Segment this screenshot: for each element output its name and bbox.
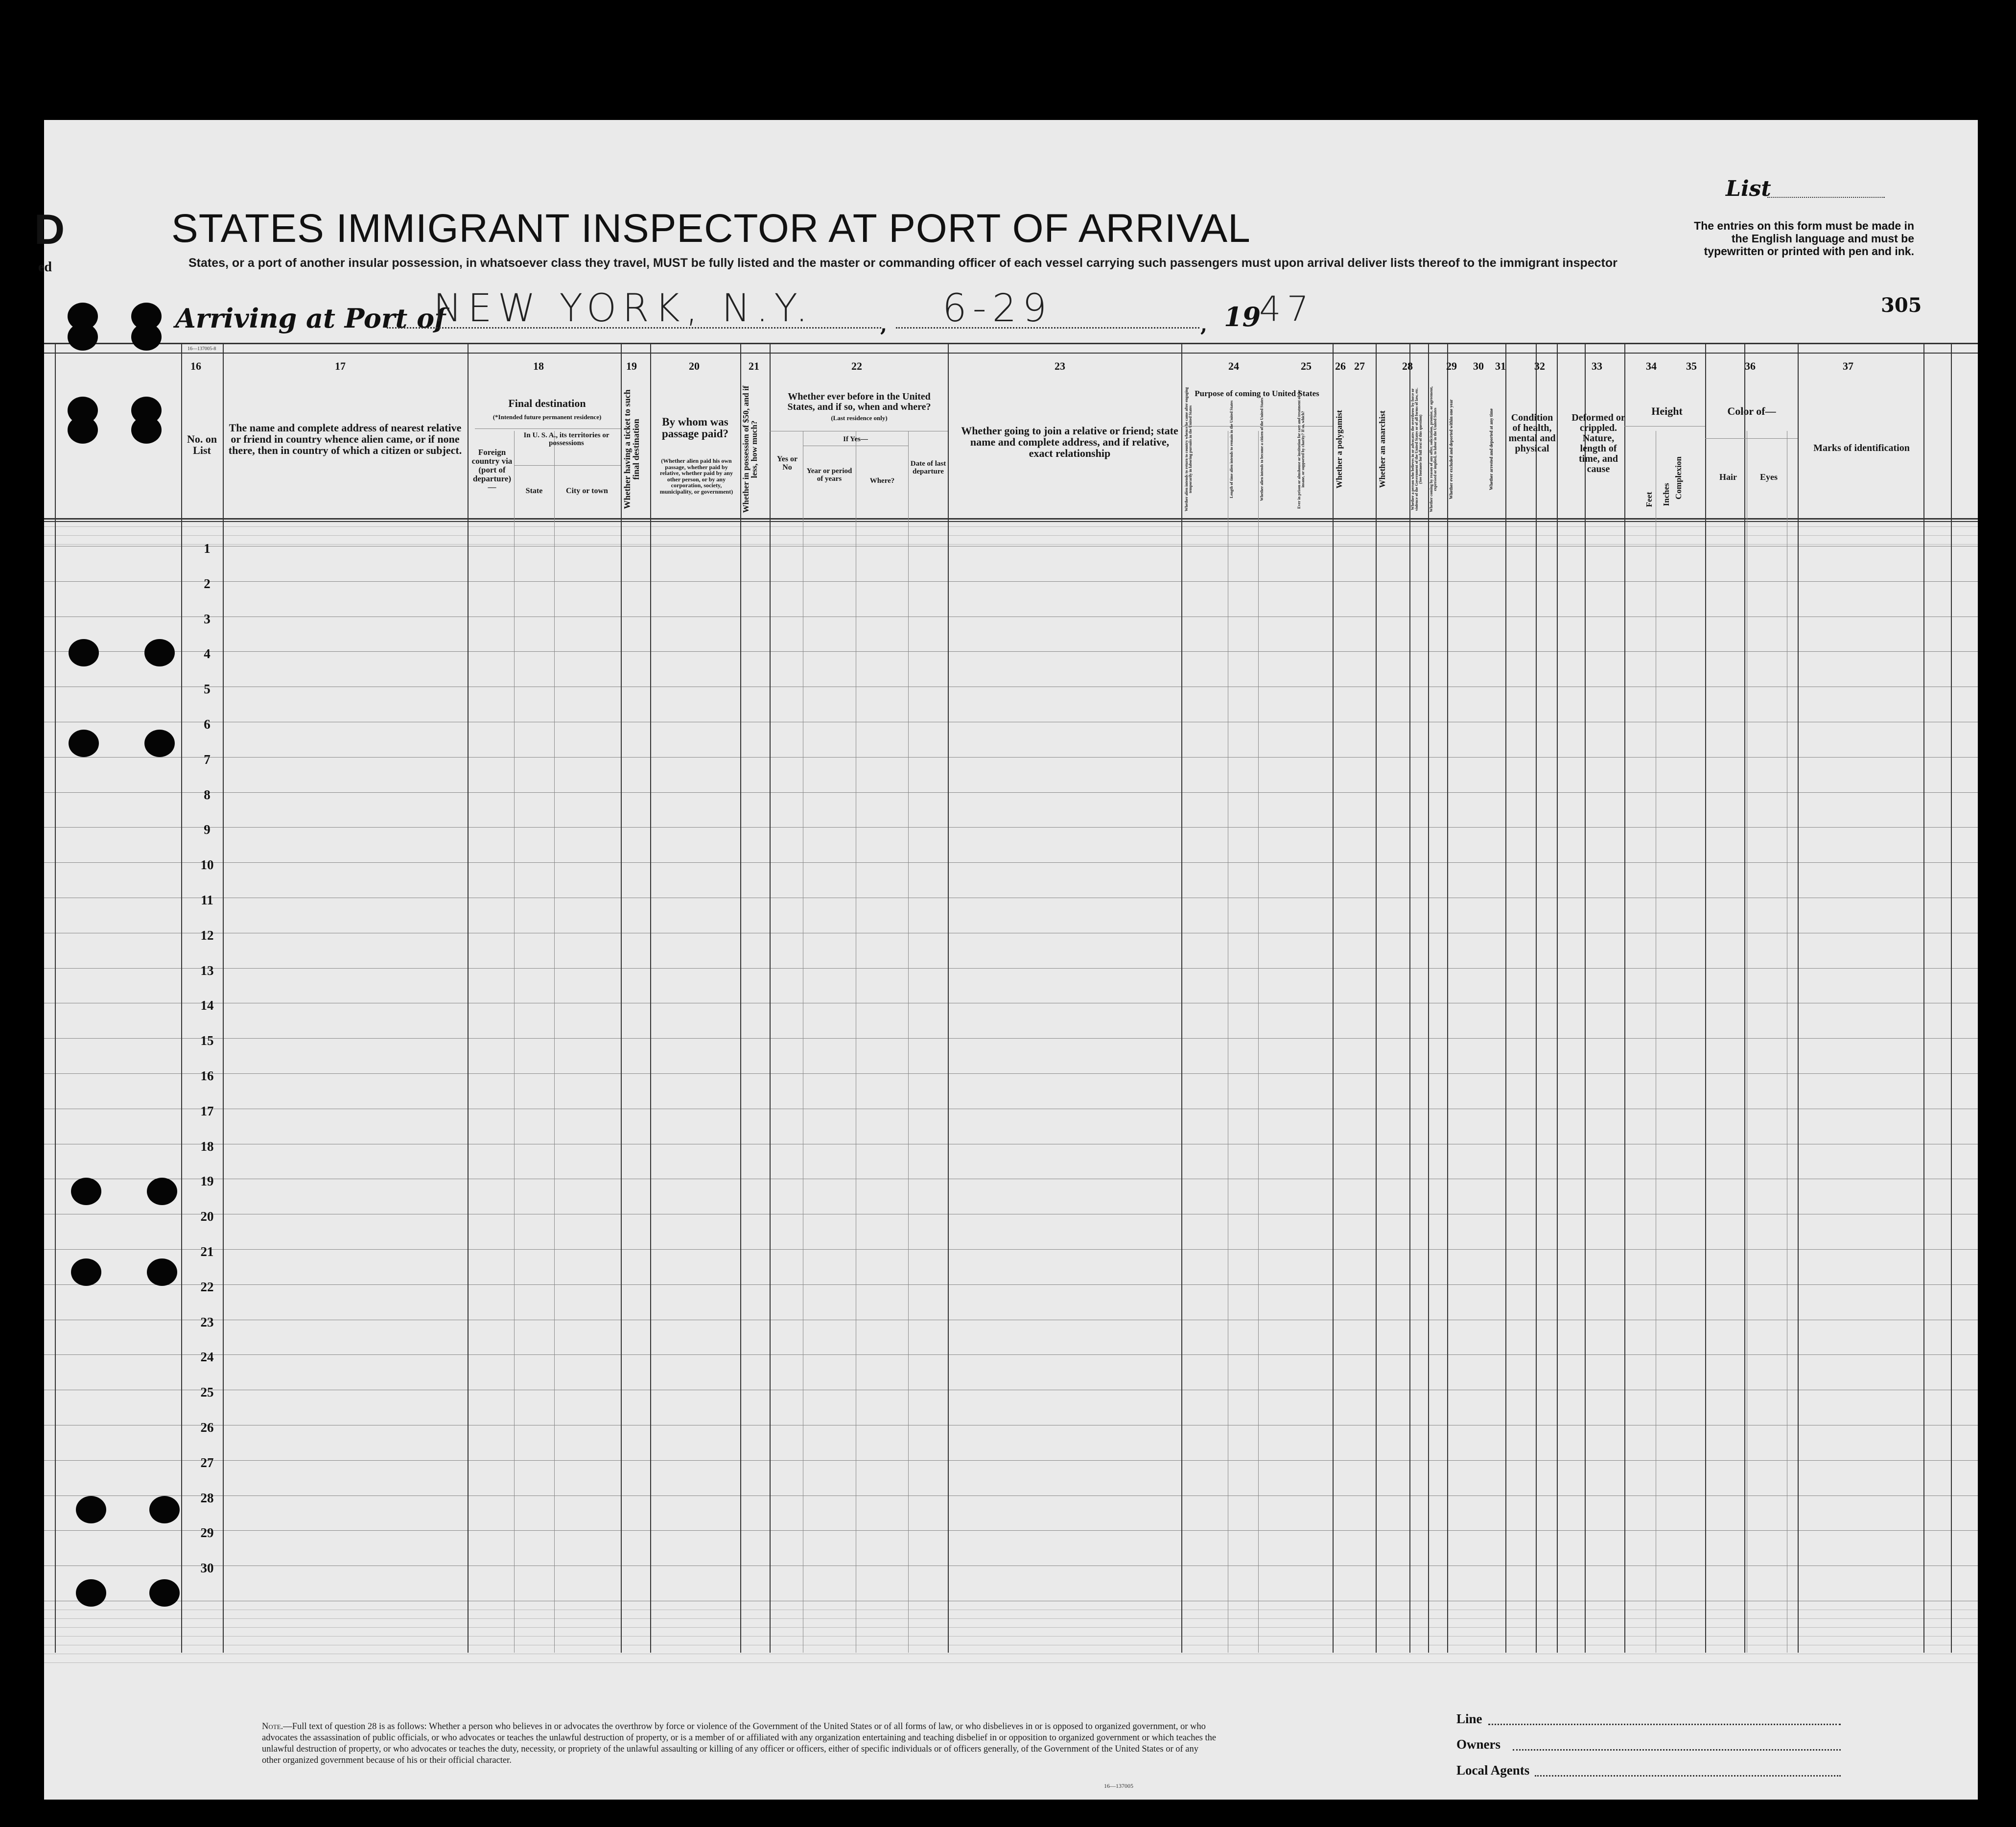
row-rule — [44, 1636, 1978, 1637]
punch-hole — [71, 1178, 101, 1205]
row-number: 6 — [204, 717, 211, 732]
column-border — [1705, 343, 1706, 1653]
purpose-sub-border — [1258, 431, 1259, 1653]
col-16-header: No. on List — [187, 433, 217, 457]
col-30-header: Whether ever excluded and deported within one year — [1449, 399, 1453, 499]
color-subrule — [1705, 438, 1798, 439]
col-28-header: Whether a person who believes in or advocates the overthrow by force or violence of the Government of the United States or of all forms of law, etc. (See footnote for full text of this question) — [1410, 387, 1423, 511]
row-rule — [44, 862, 1978, 863]
col-18-city-header: City or town — [566, 487, 608, 495]
punch-hole — [147, 1178, 177, 1205]
list-number-line — [1767, 197, 1885, 198]
row-number: 27 — [200, 1455, 214, 1470]
column-border — [468, 343, 469, 1653]
row-number: 8 — [204, 787, 211, 802]
row-number: 10 — [200, 857, 214, 872]
punch-hole — [76, 1579, 106, 1607]
punch-hole — [147, 1258, 177, 1286]
row-number: 17 — [200, 1104, 214, 1118]
row-number: 24 — [200, 1350, 214, 1364]
column-number: 17 — [335, 360, 346, 372]
col-36-hair-header: Hair — [1719, 472, 1737, 482]
row-number: 3 — [204, 612, 211, 626]
column-border — [948, 343, 949, 1653]
table-top-rule — [44, 343, 1978, 344]
column-number: 35 — [1686, 360, 1697, 372]
col-22-subheader: (Last residence only) — [831, 414, 888, 422]
row-rule — [44, 1354, 1978, 1355]
row-rule — [44, 1038, 1978, 1039]
date-handwritten: 6-29 — [942, 286, 1053, 331]
row-rule — [44, 1460, 1978, 1461]
row-number: 18 — [200, 1139, 214, 1154]
row-rule — [44, 1249, 1978, 1250]
column-border — [1744, 343, 1745, 1653]
row-rule — [44, 1662, 1978, 1663]
row-rule — [44, 1530, 1978, 1531]
col-20-subheader: (Whether alien paid his own passage, whether paid by relative, whether paid by any other person, or by any corporation, society, municipality, or government) — [659, 457, 733, 495]
column-number: 31 — [1495, 360, 1506, 372]
column-border — [740, 343, 741, 1653]
punch-hole — [144, 639, 175, 666]
row-number: 13 — [200, 963, 214, 978]
row-number: 4 — [204, 646, 211, 661]
row-rule — [44, 792, 1978, 793]
punch-hole — [68, 323, 98, 351]
row-number: 14 — [200, 998, 214, 1013]
col-22-date-header: Date of last departure — [910, 460, 946, 475]
col-22-header: Whether ever before in the United States, and if so, when and where? — [787, 391, 931, 412]
row-number: 7 — [204, 752, 211, 767]
form-subtitle: States, or a port of another insular possession, in whatsoever class they travel, MUST be fully listed and the master or commanding officer of each vessel carrying such passengers must upon arrival deliver lists thereof to the immigrant inspector — [188, 256, 1617, 270]
col-34-feet-header: Feet — [1644, 492, 1654, 507]
col-18-state-header: State — [525, 487, 543, 495]
col-18-foreign-header: Foreign country via (port of departure)— — [471, 448, 513, 492]
punch-hole — [68, 416, 98, 444]
col-34-inches-header: Inches — [1662, 483, 1671, 506]
column-border — [1447, 343, 1448, 1653]
column-number: 33 — [1592, 360, 1602, 372]
row-number: 26 — [200, 1420, 214, 1435]
header-bottom-rule — [44, 518, 1978, 520]
col-35-header: Complexion — [1674, 456, 1683, 499]
punch-hole — [76, 1496, 106, 1523]
col-33-header: Deformed or crippled. Nature, length of time, and cause — [1571, 412, 1625, 475]
row-number: 9 — [204, 822, 211, 837]
footnote-code: 16—137005 — [1104, 1782, 1133, 1789]
column-border — [1409, 343, 1410, 1653]
col-36-eyes-header: Eyes — [1760, 472, 1778, 482]
column-border — [770, 343, 771, 1653]
punch-hole — [131, 323, 162, 351]
comma-2: , — [1200, 313, 1207, 336]
column-number: 30 — [1473, 360, 1484, 372]
form-code: 16—137005-8 — [188, 346, 216, 352]
agents-field[interactable] — [1535, 1775, 1841, 1777]
col-21-header: Whether in possession of $50, and if less, how much? — [741, 385, 759, 513]
col-25-header: Ever in prison or almshouse or institution for care and treatment of the insane, or supported by charity? If so, which? — [1297, 390, 1305, 509]
arriving-label: Arriving at Port of — [175, 303, 446, 334]
year-prefix: 19 — [1224, 301, 1261, 332]
column-number: 32 — [1534, 360, 1545, 372]
row-rule — [44, 1618, 1978, 1619]
column-border — [1798, 343, 1799, 1653]
col-17-header: The name and complete address of nearest relative or friend in country whence alien came, or if none there, then in country of which a citizen or subject. — [228, 422, 462, 457]
column-border — [1376, 343, 1377, 1653]
owners-field[interactable] — [1513, 1749, 1841, 1751]
col-18-subheader: (*Intended future permanent residence) — [492, 413, 602, 421]
column-number: 37 — [1843, 360, 1853, 372]
row-number: 2 — [204, 576, 211, 591]
final-destination-subrule — [475, 428, 621, 429]
entry-notice: The entries on this form must be made in the English language and must be typewritten or printed with pen and ink. — [1694, 219, 1914, 258]
column-border — [1428, 343, 1429, 1653]
col-18-usa-header: In U. S. A., its territories or possessions — [523, 431, 609, 447]
column-border — [181, 343, 182, 1653]
punch-hole — [149, 1496, 180, 1523]
list-label: List — [1726, 176, 1771, 201]
footnote-text: —Full text of question 28 is as follows: Whether a person who believes in or advocates the overthrow by force or violence of the Government of the United States or of all forms of law, or who disbelieves in or is opposed to organized government, or who advocates the assassination of public officials, or who advocates or teaches the unlawful destruction of property, or is a member of or affiliated with any organization entertaining and teaching disbelief in or opposition to organized government or which teaches the unlawful destruction of property, or who advocates or teaches the duty, necessity, or propriety of the unlawful assaulting or killing of any officer or officers, either of specific individuals or of officers generally, of the Government of the United States or of any other organized government because of his or their official character. — [262, 1722, 1217, 1765]
row-number: 29 — [200, 1525, 214, 1540]
col-18-header: Final destination — [508, 397, 586, 409]
header-bottom-rule-2 — [44, 521, 1978, 522]
row-number: 12 — [200, 928, 214, 943]
column-border — [1333, 343, 1334, 1653]
col-32-header: Condition of health, mental and physical — [1508, 412, 1556, 454]
owners-label: Owners — [1456, 1737, 1500, 1752]
height-subrule — [1624, 426, 1705, 427]
col-22-yesno-header: Yes or No — [776, 455, 798, 472]
final-destination-sub-border — [554, 431, 555, 1653]
row-number: 22 — [200, 1280, 214, 1294]
column-number: 28 — [1402, 360, 1413, 372]
column-number: 25 — [1301, 360, 1312, 372]
column-border — [621, 343, 622, 1653]
col-31-header: Whether arrested and deported at any time — [1489, 408, 1494, 490]
line-label: Line — [1456, 1711, 1482, 1726]
col-24-header: Purpose of coming to United States — [1195, 389, 1319, 398]
row-rule — [44, 544, 1978, 545]
final-destination-sub-border — [514, 431, 515, 1653]
row-rule — [44, 1073, 1978, 1074]
col-19-header: Whether having a ticket to such final destination — [622, 389, 641, 509]
row-rule — [44, 581, 1978, 582]
column-number: 18 — [533, 360, 544, 372]
edge-letter: D — [34, 206, 65, 253]
row-number: 5 — [204, 682, 211, 696]
row-number: 1 — [204, 541, 211, 556]
row-rule — [44, 968, 1978, 969]
row-rule — [44, 535, 1978, 536]
port-handwritten: NEW YORK, N.Y. — [433, 286, 814, 331]
column-number: 22 — [851, 360, 862, 372]
col-24-citizen-header: Whether alien intends to become a citizen of the United States — [1260, 398, 1264, 501]
row-rule — [44, 827, 1978, 828]
row-number: 25 — [200, 1385, 214, 1400]
punch-hole — [149, 1579, 180, 1607]
comma-1: , — [880, 313, 887, 336]
row-number: 21 — [200, 1244, 214, 1259]
row-rule — [44, 757, 1978, 758]
row-rule — [44, 1495, 1978, 1496]
row-number: 15 — [200, 1033, 214, 1048]
col-34-header: Height — [1651, 405, 1683, 417]
column-number: 16 — [190, 360, 201, 372]
column-border — [650, 343, 651, 1653]
column-border — [1181, 343, 1182, 1653]
column-border — [1505, 343, 1506, 1653]
edge-fragment: ed — [38, 260, 52, 275]
year-handwritten: 47 — [1259, 289, 1315, 329]
column-border — [1536, 343, 1537, 1653]
column-number: 23 — [1055, 360, 1065, 372]
column-border — [1951, 343, 1952, 1653]
row-number: 28 — [200, 1491, 214, 1505]
col-22-where-header: Where? — [869, 477, 895, 485]
column-number: 21 — [749, 360, 759, 372]
column-number: 34 — [1646, 360, 1657, 372]
purpose-subrule — [1181, 426, 1333, 427]
footnote — [262, 1721, 1217, 1766]
column-border — [1557, 343, 1558, 1653]
col-27-header: Whether an anarchist — [1378, 410, 1387, 488]
col-36-header: Color of— — [1727, 405, 1776, 417]
column-number-rule — [44, 353, 1978, 354]
column-border — [223, 343, 224, 1653]
column-number: 20 — [689, 360, 700, 372]
punch-hole — [144, 730, 175, 757]
punch-hole — [69, 639, 99, 666]
column-border — [1585, 343, 1586, 1653]
col-23-header: Whether going to join a relative or friend; state name and complete address, and if relative, exact relationship — [961, 425, 1178, 460]
row-number: 30 — [200, 1561, 214, 1575]
form-title: STATES IMMIGRANT INSPECTOR AT PORT OF ARRIVAL — [171, 206, 1251, 251]
col-20-header: By whom was passage paid? — [661, 416, 729, 440]
row-number: 16 — [200, 1068, 214, 1083]
column-number: 26 — [1335, 360, 1346, 372]
usa-subrule — [514, 465, 621, 466]
line-field[interactable] — [1488, 1724, 1841, 1725]
row-number: 11 — [201, 893, 213, 907]
page-number: 305 — [1881, 294, 1922, 317]
column-border — [1624, 343, 1625, 1653]
row-rule — [44, 651, 1978, 652]
column-number: 29 — [1446, 360, 1457, 372]
prior-visit-sub-border — [908, 431, 909, 1653]
row-number: 19 — [200, 1174, 214, 1188]
column-number: 24 — [1228, 360, 1239, 372]
footnote-lead: Note. — [262, 1722, 283, 1732]
col-29-header: Whether coming by reason of any offer, solicitation, promise, or agreement, expressed or implied, to labor in the United States — [1429, 386, 1437, 512]
col-24-length-header: Length of time alien intends to remain in the United States — [1229, 400, 1234, 498]
column-border — [55, 343, 56, 1653]
punch-hole — [69, 730, 99, 757]
column-number: 27 — [1354, 360, 1365, 372]
col-26-header: Whether a polygamist — [1335, 410, 1344, 489]
column-border — [1923, 343, 1924, 1653]
col-24-return-header: Whether alien intends to return to country whence he came after engaging temporarily in laboring pursuits in the United States — [1184, 387, 1193, 512]
row-number: 23 — [200, 1315, 214, 1329]
agents-label: Local Agents — [1456, 1763, 1530, 1778]
col-22-year-header: Year or period of years — [806, 467, 852, 483]
column-number: 19 — [626, 360, 637, 372]
punch-hole — [131, 416, 162, 444]
row-rule — [44, 1284, 1978, 1285]
punch-hole — [71, 1258, 101, 1286]
col-22-ifyes-header: If Yes— — [843, 435, 868, 443]
row-number: 20 — [200, 1209, 214, 1224]
row-rule — [44, 526, 1978, 527]
column-number: 36 — [1745, 360, 1756, 372]
row-rule — [44, 1627, 1978, 1628]
col-37-header: Marks of identification — [1813, 443, 1910, 453]
